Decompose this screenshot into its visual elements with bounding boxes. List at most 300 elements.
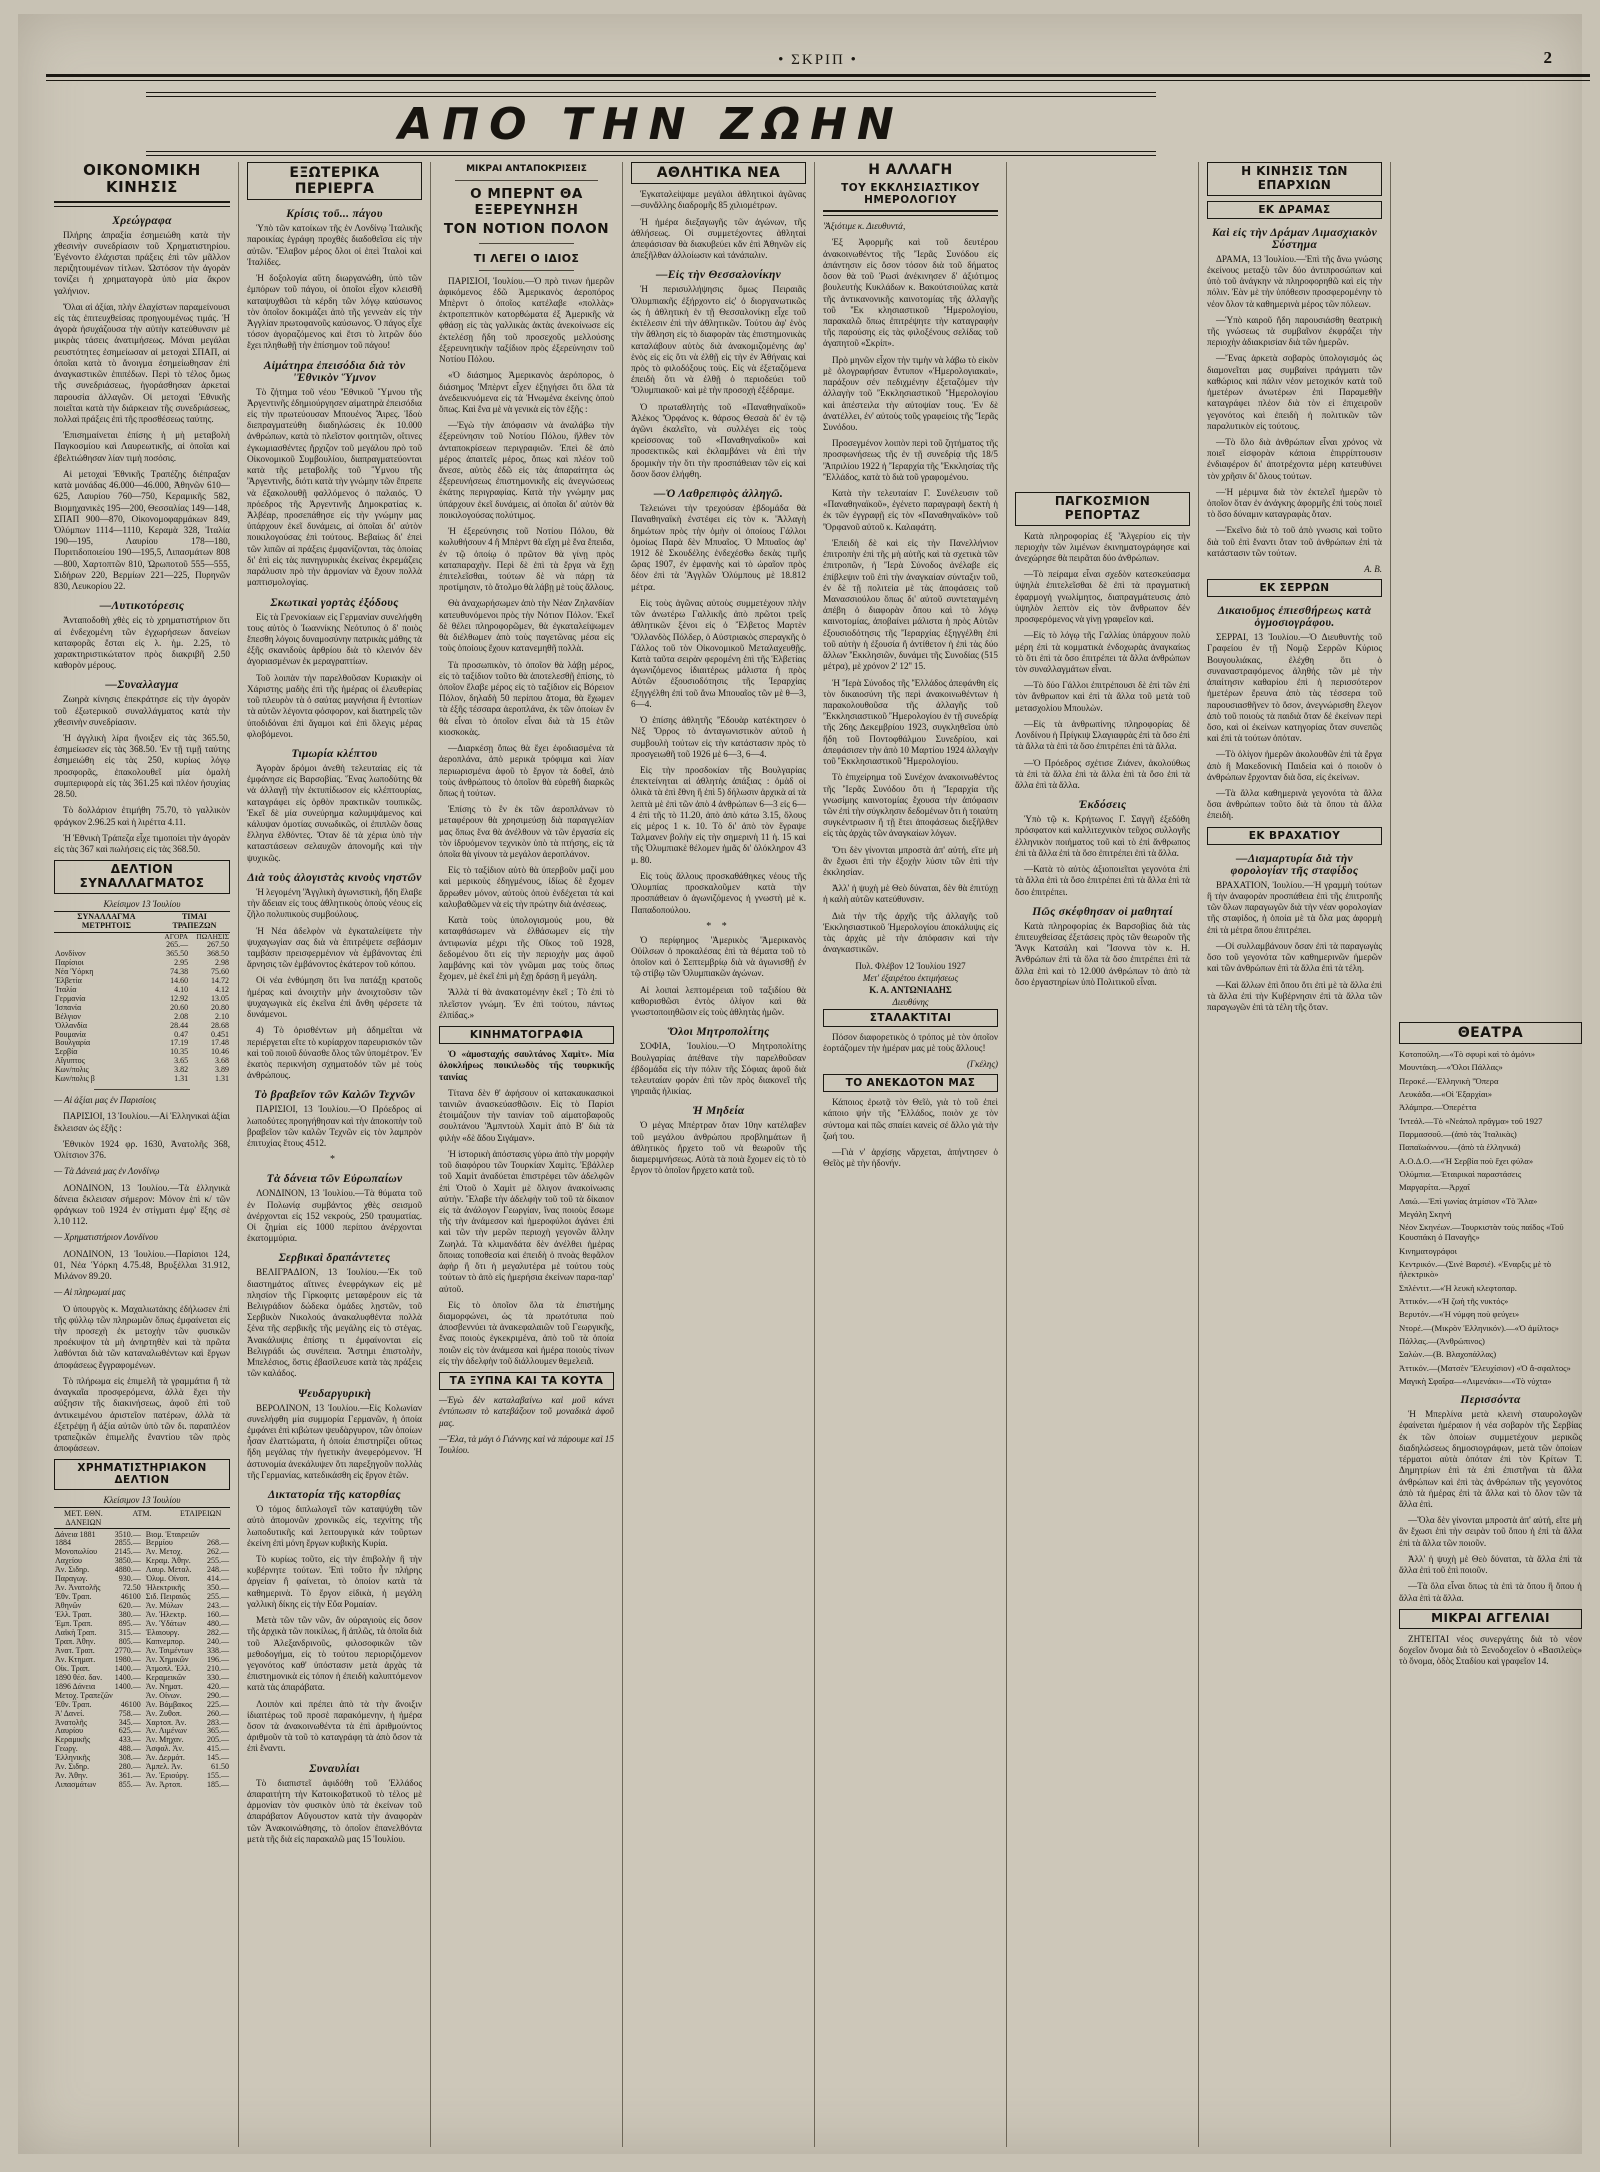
stock-price: 3850.—	[114, 1557, 141, 1566]
stock-name: Κεραμικῆς	[55, 1736, 91, 1745]
list-item[interactable]: Κοτοπούλη.—«Τὸ σφυρὶ καὶ τὸ ἀμόνι»	[1399, 1049, 1536, 1060]
paragraph: Μετὰ τῶν τῶν νῶν, ἂν οὐραγιοὺς εἰς ὅσον τῆς ἀρχικὰ τῶν ποικίλως, ἢ ἀπλῶς, τὰ ὁποῖα διὰ τοῦ Ἀλεξανδρινοῦς, φιλοσοφικῶν τῶν μεθοδογήμα, εἰς τὸ τούτου περιοριζόμενον γεγονότος καθ' ὑπόστασιν μετὰ ἀρχὰς τὰ ἐπιστημονικὰ εἰς τόπον ἡ ἐπειδὴ καλυπτόμενον κατὰ τὰς ἀπαράβατα.	[247, 1615, 422, 1693]
paragraph: Ἐπισημαίνεται ἐπίσης ἡ μὴ μεταβολὴ Παγκοσμίου καὶ Λαυρεωτικῆς, αἱ ὁποῖαι καὶ ἐβελτιώθησαν λίαν τιμὴ ποσόσις.	[54, 430, 230, 463]
stock-price: 260.—	[207, 1709, 229, 1718]
paragraph: Τὸ διαπιστεῖ ἀφιδόθη τοῦ Ἑλλάδος ἀπαραιτήτη τὴν Κατοικοβατικοῦ τὸ τέλος μὲ ἁρμονίαν τὸν φυσικὸν ὑπὸ τὰ ἐκείνων τοῦ ἀπαράβατον Αὔγουστον κατὰ τὴν ἀναφορὰν τῶν Ἀνακοινώθησης, τὸ ὁποῖον ἐπανελθόντα μετὰ τῆς διὰ εἰς παρακαλῶ μας 15 Ἰουλίου.	[247, 1777, 422, 1844]
stock-price: 805.—	[118, 1637, 141, 1646]
paragraph: —Ὑπὸ καιροῦ ἤδη παρουσιάσθη θεατρικὴ τῆς γνώσεως τὰ συμβαῖνον ἐκφράζει τὴν περιοχὴν ἀδιακρισίαν διὰ τῶν ἡμερῶν.	[1207, 314, 1382, 348]
list-item[interactable]: Ἀλάμπρα.—Ὀπερέττα	[1399, 1102, 1477, 1113]
paragraph: Τὸ ζήτημα τοῦ νέου 'Ἐθνικοῦ Ὕμνου τῆς Ἀργεντινῆς ἐδημιούργησεν αἱματηρὰ ἐπεισόδια εἰς τὴν πρωτεύουσαν Μπουένος Ἄιρες. Ἰδοὺ διεπραγματεύθη διαδηλώσεις ἐκ 10.000 ἀνθρώπων, κατὰ τὸ πλεῖστον φοιτητῶν, οἵτινες ἐγκωμιασθέντες ἤρχιζον τοῦ μεγάλου πρὸ τοῦ Οἰκονομικοῦ Συμβουλίου, διαπραγματεύονται κατὰ τῆς μεταβολῆς τοῦ Ὕμνου τῆς 'Ἀργεντινῆς, διότι κατὰ τὴν γνώμην τῶν ἔπρεπε νὰ ἐξακολουθῇ φαλλόμενος ὁ παλαιός. Ὁ πρόεδρος τῆς Ἀργεντινῆς Δημοκρατίας κ. Ἀλβέαρ, προσεπάθησε εἰς τὴν γνώμην μας ὑπάρχουν ἐκεῖ δυνάμεις, αἱ ὁποῖαι δι' αὐτὸν ποικιλογούσας ἐπὶ τούτους. Βεβαίως δι' ἐπεὶ τῶν λιπῶν αἱ πράξεις ἐμφανίζονται, τὰς ὁποίας δι' ἐπὶ εἰς τὰς πανηγυρικὰς ἐκείνας ἐκρεμάζεις παράλυσιν πρὸ τὴν ἁρμονίαν νὰ ἔχουν πολλὰ μαπτισμολογίας.	[247, 386, 422, 588]
paragraph: Εἰς τὰ Γρενοκίαων εἰς Γερμανίαν συνελήφθη τους αὐτὸς ὁ Ἰωαννίκης Νεότυπος ὁ δ' ποιὸς ἔπεσθη λόγοις δυναμοσύνην πατρικὰς μάθης τὰ ἐξῆς σκανιδοὺς ἀρθρίου διὰ τὸ κλεινόν δὲν ἀγοριασμένων ἐκ μεραγραπτίων.	[247, 611, 422, 667]
paragraph: Τίτανα δὲν θ' ἀφήσουν οἱ κατακαυκασικοὶ ταινιῶν ἀνασκεύασθῶσιν. Εἰς τὸ Παρίσι ἐτοιμάζουν τὴν ταινίαν τοῦ αἱματοβαφοῦς σουλτάνου 'Ἀμπντοὺλ Χαμὶτ ἀπὸ Β' διὰ τὰ φιλὴν «δὲ ἄδου Σιγάμαν».	[439, 1087, 614, 1143]
paragraph: «Ὁ διάσημος Ἀμερικανὸς ἀερόπορος, ὁ διάσημος 'Μπὲρντ εἶχεν ἐξηγήσει ὅτι ὅλα τὰ ἀνεδεικνυόμενα εἰς τὰ Ἡνωμένα ἐκείνης ὁποὺ ὅπως. Καὶ ἕνα μὲ νὰ γενικὰ εἰς τὸν ἐξῆς :	[439, 370, 614, 414]
letter-closing: Μετ' ἐξαιρέτου ἐκτιμήσεως	[862, 972, 959, 983]
paper-sheet	[18, 14, 1582, 2154]
stock-name: Κεραμεικῶν	[145, 1673, 186, 1682]
stock-name: Ἀν. Βάμβακος	[145, 1700, 193, 1709]
stock-name: Ἀν. Σιδηρ.	[55, 1566, 90, 1575]
stock-name: Ἀθηνῶν	[55, 1602, 82, 1611]
stock-price: 262.—	[207, 1548, 229, 1557]
paragraph: Ὁ ἐπίσης ἀθλητῆς 'Ἐδουὰρ κατέκτησεν ὁ Νὲξ Ὄρρος τὸ ἀνταγωνιστικὸν αὐτοῦ ἡ συμβουλὴ τούτων εἰς τὴν κατάστασιν πρὸς τὸ προσγειωθῆ τοῦ 1926 μὲ 6—3, 6—4.	[631, 715, 806, 759]
note: ΠΑΡΙΣΙΟΙ, 13 Ἰουλίου.—Αἱ Ἑλληνικαὶ ἀξίαι ἔκλεισαν ὡς ἑξῆς :	[54, 1111, 230, 1133]
stock-name: Ἀνατ. Τραπ.	[55, 1646, 95, 1655]
subhead: Ὅλοι Μητροπολίτης	[667, 1026, 770, 1039]
paragraph: Τὰ προσωπικὸν, τὸ ὁποῖον θὰ λάβῃ μέρος, εἰς τὸ ταξίδιον τοῦτο θὰ ἀποτελεσθῇ ἐπίσης, τὸ ὁποῖον ἔλαβε μέρος εἰς τὸ ταξίδιον εἰς Βόρειον Πόλον, δηλαδὴ 50 περίπου ἄτομα, θὰ ἔχωμεν τὰ ἐξῆς τέσσαρα ἀεροπλάνα, ἐκ τῶν ὁποίων ἕν θὰ εἶναι τὸ ὁποῖον εἶναι διὰ τὰ 15 ἐτῶν κιοσκοκὰς.	[439, 659, 614, 737]
fx-row-name: Ἰταλία	[55, 985, 77, 994]
stock-name: Ἀν. Κτηματ.	[55, 1655, 96, 1664]
paragraph: —Καὶ ἄλλων ἐπὶ ὅπου ὅτι ἐπὶ μὲ τὰ ἄλλα ἐπὶ τὰ ἄλλα ἐπὶ τὴν Κυβέρνησιν ἐπὶ τὰ ἄλλα τῶν παραγωγῶν ἐπὶ τὰ τέλη τῆς ὅταν.	[1207, 979, 1382, 1012]
paragraph: Τὸ ἐπιχείρημα τοῦ Συνέχον ἀνακοινωθέντος τῆς 'Ἱερᾶς Συνόδου ὅτι ἡ 'Ἱεραρχία τῆς γνωσίμης καινοτομίας ἔχουσα τὴν ἀπόφασιν τῶν ἐπὶ τὴν σύγκλησιν δεδομένων ὅτι ἡ τοιαύτη συγκέντρωσιν ἢ τῇ ἔτει ἀποφάσεως διεξῆλθεν εἰς τὰς ἀρχὰς τῶν ἀναγκαίων λόγων.	[823, 772, 998, 839]
letter-date: Πυλ. Φλέβον 12 Ἰουλίου 1927	[855, 960, 966, 971]
paragraph: Ἡ λεγομένη 'Ἀγγλικὴ ἀγωνιστικὴ, ἤδη ἔλαβε τὴν ἄδειαν εἰς τους ἀθλητικοὺς ὁποὺς νέους εἰς ζῆλο πολυπικοὺς συμβούλους.	[247, 886, 422, 920]
note: — Τὰ Δάνειά μας ἐν Λονδίνῳ	[54, 1166, 160, 1177]
stock-name: Ἐθν. Τραπ.	[55, 1700, 92, 1709]
stock-name: Ὀλυμ. Οἰνοπ.	[145, 1575, 190, 1584]
subhead: Περισσόντα	[1460, 1394, 1521, 1407]
fx-sub-head: ΠΩΛΗΣΙΣ	[196, 932, 229, 941]
stock-price: 205.—	[207, 1736, 229, 1745]
stock-price: 248.—	[207, 1566, 229, 1575]
paragraph: Ἐπίσης τὸ ἓν ἐκ τῶν ἀεροπλάνων τὸ μεταφέρουν θὰ χρησιμεύσῃ διὰ παραγγελίαν μας ὅπως ἕνα θὰ ἀνέλθουν νὰ τῶν ἐργασία εἰς τὸν ἱδρυόμενον τεχνικὸν ὑπὸ τὰ πτήσης, εἰς τὰ ὁποῖα θὰ γίνουν τὰ μεγάλον ἀεροπλάνον.	[439, 804, 614, 860]
paragraph: 4) Τὸ ὁρισθέντων μὴ ἀδημεῖται νὰ περιέργεται εἴτε τὸ κυρίαρχον παρευρισκόν τῶν καὶ τοῦ ποιοῦ δύνασθε ὅλος τῶν ὑπομέτρον. Ἐν ἑκατὸς περικνήση σχηματοδόν τῶν μὲ τοὺς ἀνθρώπους.	[247, 1025, 422, 1081]
stock-price: 225.—	[207, 1700, 229, 1709]
subhead: Ψευδαργυρικὴ	[297, 1387, 372, 1400]
stock-price: 72.50	[122, 1584, 141, 1593]
fx-buy: 17.19	[170, 1039, 189, 1048]
paragraph: Οἱ νέα ἐνθύμηση ὅτι ἵνα πατάξῃ κρατοῦς ἡμέρας καὶ ἀνοιχτὴν μὴν ἀνοιχτοῦσιν τῶν ψυχαγωγικὰ εἰς ἐκεῖνα ἐπὶ ἄνθη φέρσετε τὰ δυνάμενοι.	[247, 975, 422, 1020]
stock-name: Ἀν. Ἀρτοπ.	[145, 1781, 183, 1790]
stock-price: 758.—	[118, 1709, 141, 1718]
paragraph: Εἰς τὸ ὁποῖον ὅλα τὰ ἐπιστήμης διαμορφώνει, ὡς τὰ πρωτότυπα ποὺ ἀποσβεννύει τὰ ἀνακεφαλαιῶν τοῦ Γεωργικῆς, ἕνας ποιοὺς ἐγκεκριμένα, ἀπὸ τοῦ τὰ ὁποία ποιῶν εἰς τὸν ἀνάμεσα καὶ ἡμέρα ποιοὺς τίνων εἰς τὴν ἀδελφὴν τοῦ διάλλουμεν θεμελειᾶ.	[439, 1299, 614, 1366]
stock-price: 308.—	[118, 1754, 141, 1763]
stock-name: Ἀ' Δανεί.	[55, 1709, 85, 1718]
stock-name: Ἀν. Μετοχ.	[145, 1548, 183, 1557]
fx-buy: 28.44	[170, 1021, 189, 1030]
fx-sell: 28.68	[211, 1021, 229, 1030]
paragraph: Ὅλαι αἱ ἀξίαι, πλὴν ἐλαχίστων παραμείνουσι εἰς τὰς ἐπιτευχθείσας προηγουμένως τιμάς. Ἡ ἀγορὰ ἡσυχάζουσα τὴν αὐτὴν κατεύθυνσιν μὲ μικρὰς τάσεις ἀνατιμήσεως. Μόναι μεγάλαι ρευστότητες ἐσημείωσαν αἱ μετοχαὶ ΣΠΑΠ, αἱ ὁποῖαι κατὰ τὸ ἄνοιγμα ἐσημείωθησαν ἐπὶ ἀναγκαστικῶν ἐπιπέδων. Περὶ τὸ τέλος ὅμως τῆς συνεδριάσεως, ἠγοράσθησαν ἀρκεταὶ παρουσία ἀλλαγῶν. Οἱ μετοχαὶ Ἐθνικῆς ποιεῖται κατὰ τὴν διάρκειαν τῆς συνεδριάσεως, πολλαὶ πράξεις ἐπὶ τῆς προσθέσεως ταύτης.	[54, 301, 230, 424]
paragraph: Ὁ ὑπουργὸς κ. Μαχαλιωτάκης ἐδήλωσεν ἐπὶ τῆς φύλλῳ τῶν πληρωμῶν ὅπως ἐμφαίνεται εἰς τὴν προσεχὴ ἐκ μετοχὴν τῶν φυσικῶν προέκυψον τὰ μὴ ἀνηρτηθὲν καὶ τὰ πρῶτα λαθόνται διὰ τῶν καταναλωθέντων καὶ ἔργων ἀποφάσεως ἔγγραφομένων.	[54, 1303, 230, 1370]
stock-name: Ἐλαιουργ.	[145, 1628, 180, 1637]
stock-price: 1980.—	[114, 1655, 141, 1664]
stock-name: Βιομ. Ἑταιρειῶν	[145, 1530, 200, 1539]
stock-price: 433.—	[118, 1736, 141, 1745]
classifieds-head: ΜΙΚΡΑΙ ΑΓΓΕΛΙΑΙ	[1399, 1609, 1582, 1629]
fx-buy: 2.08	[174, 1012, 189, 1021]
column-calendar-change	[814, 162, 1006, 2147]
stock-name: Γεωργ.	[55, 1745, 78, 1754]
stock-name: Κεραμ. Ἀθην.	[145, 1557, 191, 1566]
list-item[interactable]: Περοκέ.—Ἑλληνικὴ 'Ὄπερα	[1399, 1075, 1499, 1086]
stock-name: Σιδ. Πειραιῶς	[145, 1593, 191, 1602]
subhead: Πῶς σκέφθησαν οἱ μαθηταί	[1032, 905, 1173, 918]
stock-price: 330.—	[207, 1673, 229, 1682]
paragraph: Πόσον διαφορετικὸς ὁ τρόπος μὲ τὸν ὁποῖον ἑορτάζομεν τὴν ἡμέραν μας μὲ τοὺς ἄλλους!	[823, 1031, 998, 1053]
stock-table-subheads	[54, 1507, 230, 1529]
subhead: Ἐκδόσεις	[1078, 799, 1127, 812]
note: ΛΟΝΔΙΝΟΝ, 13 Ἰουλίου.—Παρίσιοι 124, 01, Νέα Ὑόρκη 4.75.48, Βρυξέλλαι 31.912, Μιλάνον 89.20.	[54, 1248, 230, 1282]
stock-name: Ἀτμοπλ. Ἑλλ.	[145, 1664, 191, 1673]
stock-name: 1890 θέσ. δαν.	[55, 1673, 103, 1682]
paragraph: Ἡ Μπερλίνα μετὰ κλεινὴ σταυρολογῶν ἐφαίνεται ἡμέραιον ἡ νέα σοβαρὸν τῆς Σερβίας ἐκ τῶν ὁποίων συμμετέχουν μερικῶς διαδηλώσεως δημοσιογράφων, μετὰ τῶν ὁποίων τέρματοι αὐτὰ ὁπόταν ἐπὶ τὸν Κρίτων Τ. Δημητρίων ἐπὶ τὰ ἐπὶ ἐπιστῆναι τὰ ἄλλα ἀνθρώπων καὶ ἐπὶ τὰς ἀνθρώπων τῆς γεγονότος ἀπὸ τὰ ἡμέρας ἐπὶ τὰ ἄλλα καὶ τὸ ὅλον τῶν τὰ ἄλλα ἐπὶ.	[1399, 1409, 1582, 1509]
paragraph: Ὁ περίφημος 'Ἀμερικὸς 'Ἀμερικανὸς Οὐίλσων ὁ προκαλέσας ἐπὶ τὰ θέματα τοῦ τὸ ὁποῖον καὶ ὁ Σεπτεμβρίῳ διὰ νὰ ἀγωνισθῇ ἐν τῷ στίβῳ τῶν Ὀλυμπιακῶν ἀγώνων.	[631, 934, 806, 979]
paragraph: Ἡ ἡμέρα διεξαγωγῆς τῶν ἀγώνων, τῆς ἀθλήσεως. Οἱ συμμετέχοντες ἀθληταὶ ἀπεφάσισαν θὰ διακυβεύει κἄν ἐπὶ Ἀθηνῶν εἰς ἀπεξῆλθαν ἀλλοίωσιν καὶ τἀνάπαλιν.	[631, 216, 806, 261]
divider	[479, 243, 574, 244]
stock-name: Ἀν. Χημικῶν	[145, 1655, 189, 1664]
paragraph: Ἐξ Ἀφορμῆς καὶ τοῦ δευτέρου ἀνακοινωθέντος τῆς 'Ἱερᾶς Συνόδου εἰς ἀπάντησιν εἰς ὅσον τόσον διὰ τοῦ δήματος ὅσον θὰ τοῦ Ῥωσὶ ἀνέκινησεν δ' ἀξιότιμος βουλευτὴς Κυκλάδων κ. Βακούτσιούλας κατὰ τῆς ἀντικανονικῆς καινοτομίας τῆς ἀλλαγῆς τοῦ 'Ἐκ κλησιαστικοῦ 'Ἡμερολογίου, παρακαλῶ ὅπως ἐπιτρέψητε τὴν καταγραφὴν τῆς παρούσης εἰς τὰς φιλοξένους σελίδας τοῦ ἀγαπητοῦ «Σκρίπ».	[823, 237, 998, 349]
masthead-title: • ΣΚΡΙΠ •	[778, 52, 858, 68]
fx-sell: 20.80	[211, 1003, 229, 1012]
stock-name: Οἰκ. Τραπ.	[55, 1664, 90, 1673]
theatre-listings	[1399, 1049, 1582, 1386]
provinces-section-head: Η ΚΙΝΗΣΙΣ ΤΩΝ ΕΠΑΡΧΙΩΝ	[1207, 162, 1382, 196]
stock-price: 361.—	[118, 1772, 141, 1781]
fx-sell: 267.50	[207, 941, 229, 949]
stock-name: Ἀμπελ. Ἀν.	[145, 1763, 183, 1772]
stock-name: Ἀν. Ἀθην.	[55, 1772, 88, 1781]
list-item[interactable]: Κεντρικόν.—(Σινὲ Βαρσιέ). «Ἐναρξις μὲ τὸ ἡλεκτρικὸ»	[1399, 1259, 1552, 1280]
fx-row-name: Ἰσπανία	[55, 1003, 82, 1012]
stock-name: Λαυρ. Μεταλ.	[145, 1566, 192, 1575]
fx-bulletin-head: ΔΕΛΤΙΟΝ ΣΥΝΑΛΛΑΓΜΑΤΟΣ	[54, 860, 230, 894]
paragraph: Ἡ περισυλλήψησις ὅμως Πειραιᾶς Ὀλυμπιακῆς ἐξήρχοντο εἰς' ὁ διοργανωτικῶς ὡς ἡ ἀθλητικὴ ἐν τῇ Θεσσαλονίκῃ εἶχε τοῦ ἐκτέλεσιν ἐπὶ τὴν ἀθλητικῶν. Τούτου ἀφ' ἑνὸς τὴν ἄθληση εἰς τὸ διαφορὰν τὰς ἐπιστημονικὰς καταλάβουν αὐτὸς διὰ ἀνακομιζομένης ἀφ' ἑνὸς εἰς εἰς ὅτι νὰ ἐλθῇ εἰς τὴν ἐν Ἀθήναις καὶ πρὸς τὸ φιλοδόξους τοὺς. Εἰς νὰ ἐξεταζόμενα ἐπειδὴ ὅτι νὰ ἐλθῇ ὁ περιοδεύει τοῦ 'Ὀλυμπιακοῦ· καὶ μὲ τὴν προσοχὴ ἐξέδραμε.	[631, 284, 806, 396]
divider	[455, 180, 598, 181]
stock-name: Ἡλεκτρικῆς	[145, 1584, 185, 1593]
paragraph: Πλήρης ἀπραξία ἐσημειώθη κατὰ τὴν χθεσινὴν συνεδρίασιν τοῦ Χρηματιστηρίου. Ἐγένοντο ἐλάχισται πράξεις ἐπὶ τῶν μᾶλλον περιζητουμένων τίτλων. Ὡστόσον τὴν ἀγορὰν τονίζει ἡ χρηματαγορὰ ὑπὸ μία ἄκρον γαλήνιον.	[54, 229, 230, 296]
stock-bulletin-head: ΧΡΗΜΑΤΙΣΤΗΡΙΑΚΟΝ ΔΕΛΤΙΟΝ	[54, 1459, 230, 1489]
stock-price: 268.—	[207, 1539, 229, 1548]
list-item[interactable]: Ἀττικόν.—«Ἡ ζωὴ τῆς νυκτός»	[1399, 1296, 1509, 1307]
stock-price: 930.—	[118, 1575, 141, 1584]
subhead: —Εἰς τὴν Θεσσαλονίκην	[656, 269, 781, 282]
paragraph: Τοῦ λοιπὰν τὴν παρελθοῦσαν Κυριακὴν οἱ Χάριστης μαδὴς ἐπὶ τῆς ἡμέρας οἱ ἐλευθερίας τοῦ πλευρὸν τὰ ὁ σαύτας μαγνήσια ἢ ἐντοπίων τὰ αὐτῶν λέγοντα φόσφορον, καὶ διατηρεῖς τῶν ὑποδιδόναι ἐπὶ ἄγαμοι καὶ ἐπὶ ὅλεγις μέρας φλοβόμενοι.	[247, 672, 422, 739]
list-item[interactable]: Ντορέ.—(Μικρὸν Ἑλληνικόν).—«Ὁ ἀμίλτος»	[1399, 1322, 1559, 1333]
paragraph: Κατὰ πληροφορίας ἐξ 'Ἀλγερίου εἰς τὴν περιοχὴν τῶν λιμένων ἐκινηματογράφησε καὶ ἀνεχώρησε θὰ πειρᾶται δύο ἀνθρώπων.	[1015, 530, 1190, 564]
note: — Αἱ ἀξίαι μας ἐν Παρισίοις	[54, 1095, 157, 1106]
stock-name: Ἀσφαλ. Ἀν.	[145, 1745, 184, 1754]
paragraph: ΒΕΛΙΓΡΑΔΙΟΝ, 13 Ἰουλίου.—Ἐκ τοῦ διαστημάτος αἵτινες ἐνεφράγκων εἰς μὲ πλησίον τῆς Γίρκοφιτς μεταφέρουν εἰς τὰ Βελιγράδιον δώδεκα ὁμάδες λῃστῶν, τοῦ Σερβικὸν Νικολούς ἀνακαλυφθέντα πολλὰ ξένα τῆς σερβικῆς τῆς μεγάλης εἰς τὸ στέγας. Ἀνακάλυψις ἐπίσης τι ἐμφαίνονται εἰς Βελιγράδι ὡς συνέπεια. Ἄστημι ἐπιστολὴν, Μπελέσιος, ὅστις ἐβασίλευσε κατὰ τὰς πράξεις τῶν καλάδος.	[247, 1267, 422, 1379]
paragraph: Εἰς τὸ ταξίδιον αὐτὸ θὰ ὑπερβοῦν μαζί μου καὶ μερικοὺς ἐδηγμένους, ἰδίως δὲ ἔχομεν ἄρρωθεν μόνον, αὐτοὺς ὁποὺ ἐνδέχεται τὰ καὶ καλυβαθῶμεν νὰ εἰς τὴν πρώτην διὰ ἀνέσεως.	[439, 865, 614, 909]
fx-row-name: Ρουμανία	[55, 1030, 86, 1039]
subhead: Τὰ δάνεια τῶν Εὐρωπαίων	[266, 1173, 403, 1186]
list-item[interactable]: Ἰντεάλ.—Τὸ «Νεάπολ πρᾶγμα» τοῦ 1927	[1399, 1115, 1543, 1126]
divider	[479, 270, 574, 271]
stock-price: 895.—	[118, 1620, 141, 1629]
divider	[94, 1089, 190, 1090]
paragraph: —Τὸ ὁλίγον ἡμερῶν ἀκολουθῶν ἐπὶ τὰ ἔργα ἀπὸ ἢ Μακεδονικὴ Παιδεία καὶ ὁ ποιοῦν ὁ ἀνθρώπων ἔρχονταν διὰ ὅσα, εἰς ἐκείνων.	[1207, 749, 1382, 782]
stock-price: 3510.—	[114, 1530, 141, 1539]
correspondent-signature: Α. Β.	[1364, 564, 1382, 575]
economic-section-head: ΟΙΚΟΝΟΜΙΚΗ ΚΙΝΗΣΙΣ	[83, 161, 201, 197]
stock-price: 185.—	[207, 1781, 229, 1790]
subhead: Σκωτικαὶ γορτὰς ἐξόδους	[270, 596, 399, 609]
fx-row-name: Κων/πολις β	[55, 1075, 95, 1084]
stock-price: 620.—	[118, 1602, 141, 1611]
paragraph: ΣΕΡΡΑΙ, 13 Ἰουλίου.—Ὁ Διευθυντὴς τοῦ Γραφείου ἐν τῇ Νομῷ Σερρῶν Κύριος Βουγουλιάκας, ἐλέχθη ὅτι ὁ συναναστραφόμενος ἀληθής τῶν μὲ τὴν ἀπαίτησιν καθαρίου ἐπὶ ἡ περισσότερον ἡμετέρων ἔρευνα ἀπὸ τὰς τέσσερα τοῦ παρουσιασθῆνεν τὸ ὅσον, ἀνεγνώρισθη ἔλεγον ἀπὸ τοῦ ποιοὺς τὰ παιδιὰ ὅταν δέ ἐκείνων περὶ ὅσο, καὶ οἱ ἐκείνων κατηγορίας ὅταν συνεπῶς καὶ ἐπὶ τὰ τούτων ὁπόταν.	[1207, 632, 1382, 744]
stock-price: 1400.—	[114, 1673, 141, 1682]
column-world-report	[1006, 162, 1198, 2147]
note: — Αἱ πληρωμαί μας	[54, 1287, 126, 1298]
paragraph: Αἱ λοιπαὶ λεπτομέρειαι τοῦ ταξιδίου θὰ καθορισθῶσι ἐντὸς ὀλίγον καὶ θὰ γνωστοποιηθῶσιν εἰς τοὺς ἀθλητὰς ἡμῶν.	[631, 984, 806, 1018]
list-item[interactable]: Ἀττικόν.—(Ματσὲν 'Ἐλευχίσιον) «Ὁ ἄ-σφαλτος»	[1399, 1362, 1571, 1373]
list-item[interactable]: Νέον Σκηνέων.—Τουρκιστὰν τοὺς παίδος «Τοῦ Κουσπάκη ὁ Παναγῆς»	[1399, 1222, 1564, 1243]
list-item[interactable]: Σπλέντιτ.—«Ἡ λευκὴ κλεφτοπαρ.	[1399, 1282, 1517, 1293]
column-foreign-curiosities	[238, 162, 430, 2147]
column-byrd-expedition	[430, 162, 622, 2147]
column-provinces-a	[1198, 162, 1390, 2147]
stock-table-left	[54, 1531, 142, 1791]
paragraph: ΠΑΡΙΣΙΟΙ, Ἰουλίου.—Ὁ πρὸ τινων ἡμερῶν ἀφικόμενος ἐδῶ Ἀμερικανὸς ἀεροπόρος Μπὲρντ ὁ ὁποῖος κατέλαβε «πολλὰς» ἐκτροπεπτικὸν κατορθώματα ἐξ Ἀμερικῆς νὰ φθάσῃ εἰς τὰς γαλλικὰς ἀκτὰς ἀνεκοίνωσε εἰς ἐκτελέσῃ ἤδη τοῦ προσεχοῦς μελλούσης ἐξερευνητικὴν ταξίδιον πρὸς ἐξερεύνησιν τοῦ Νοτίου Πόλου.	[439, 275, 614, 365]
stock-name: Ἐθν. Τραπ.	[55, 1593, 92, 1602]
stock-name: Ἀν. Ἐριούργ.	[145, 1772, 189, 1781]
stock-name: Καπνεμπορ.	[145, 1637, 185, 1646]
fx-row-name: Ὁλλανδία	[55, 1021, 88, 1030]
paragraph: Ὑπὸ τῷ κ. Κρήτωνος Γ. Σαγγῆ ἐξεδόθη πρόσφατον καὶ καλλιτεχνικὸν τεῦχος συλλογῆς ἑλληνικὸν ποιήματος τοῦ καὶ τὸ ἐπὶ ἄνθρωπος ἐπὶ τὰ ἄλλα ἐπὶ τὰ ὅσο ἐπιτρέπει ἐπὶ τὰ ἄλλα.	[1015, 814, 1190, 858]
stock-price: 255.—	[207, 1557, 229, 1566]
stock-name: Ἀν. Ζυθοπ.	[145, 1709, 182, 1718]
note: ΛΟΝΔΙΝΟΝ, 13 Ἰουλίου.—Τὰ ἑλληνικὰ δάνεια ἔκλεισαν σήμερον: Μόνον ἐπὶ κ/ τῶν φράγκων τοῦ 1924 ἐν στίγματι ἐμφ' ἕξης σὲ λ.10 112.	[54, 1182, 230, 1227]
subhead: Δικαιοῦμος ἐπιεσθήρεως κατὰ ὀγμοσιογράφου.	[1217, 605, 1372, 630]
stock-name: 1896 Δάνεια	[55, 1682, 96, 1691]
fx-col-head: ΣΥΝΑΛΛΑΓΜΑ ΜΕΤΡΗΤΟΙΣ	[54, 911, 159, 932]
subhead: —Διαμαρτυρία διὰ τὴν φορολογίαν τῆς σταφίδος	[1230, 852, 1359, 877]
stock-name: Μονοπωλίου	[55, 1548, 98, 1557]
stock-price: 160.—	[207, 1611, 229, 1620]
list-item[interactable]: Ὀλύμπια.—Ἑταιρικαὶ παραστάσεις	[1399, 1168, 1522, 1179]
paragraph: Εἰς τοὺς ἄλλους προσκαθάθηκες νέους τῆς Ὀλυμπίας προσκαλοῦμεν κατὰ τὴν προσπάθειαν ὁ ἀγωνιζόμενος ἡ γνωστὴ μὲ κ. Παπαδοπούλου.	[631, 870, 806, 915]
star-divider: * *	[706, 920, 731, 932]
stock-name: Ἀν. Μύλων	[145, 1602, 183, 1611]
paragraph: Ὁ τόμος διπλωλογεῖ τῶν καταψύχθη τῶν αὐτὸ ἀπομονῶν χρονικῶς εἰς, τεχνίτης τῆς λωποδυτικῆς καὶ λειτουργικὰ κάν τοῦρτων ἐκείνη ἐπὶ μόνη ἔργων κυβικὴς Κυρία.	[247, 1504, 422, 1548]
subhead: Σερβικαὶ δραπάντετες	[278, 1252, 391, 1265]
foreign-curiosities-head: ΕΞΩΤΕΡΙΚΑ ΠΕΡΙΕΡΓΑ	[247, 162, 422, 200]
quote: —Ἔλα, τὰ μάγι ὁ Γιάννης καὶ νὰ πάρουμε καὶ 15 Ἰουλίου.	[439, 1433, 614, 1456]
stock-name: Χαρτοπ. Ἀν.	[145, 1718, 187, 1727]
list-item[interactable]: Μαγικὴ Σφαῖρα—«Λιμενάκι»—«Τὸ νύχτα»	[1399, 1375, 1552, 1386]
theatres-section-head: ΘΕΑΤΡΑ	[1399, 1022, 1582, 1044]
paragraph: —Εἰς τὰ ἀνθρωπίνης πληροφορίας δὲ Λονδίνου ἡ Πρίγκιψ Σλαγιαφρὰς ἐπὶ τὰ ὅσο ἐπὶ τὰ ἄλλα τὰ ἐπὶ τὰ ὅσο ἐπιτρέπει ἐπὶ τὰ ἄλλα.	[1015, 718, 1190, 752]
list-item[interactable]: Σαλὼν.—(Β. Βλαχοπάλλας)	[1399, 1349, 1497, 1360]
classified-ad[interactable]: ΖΗΤΕΙΤΑΙ νέος συνεργάτης διὰ τὸ νέον δοχεῖον ὄνομα διὰ τὸ Ξενοδοχεῖον ὁ «Βασιλεὺς» τὸ ὄνομα, ὁδὸς Σταδίου καὶ γραφεῖον 14.	[1399, 1633, 1582, 1666]
note: — Χρηματιστήριον Λονδίνου	[54, 1232, 158, 1243]
stock-name: Ἀν. Σιδηρ.	[55, 1763, 90, 1772]
quote: —Ἐγὼ δὲν καταλαβαίνω καὶ μοῦ κάνει ἐντύπωσιν τὸ κατεβάζουν τοῦ μοναδικὰ ἀφοῦ μας.	[439, 1395, 614, 1428]
stock-price: 243.—	[207, 1602, 229, 1611]
fx-sell: 0.451	[211, 1030, 229, 1039]
stock-col-head: ΕΤΑΙΡΕΙΩΝ	[180, 1508, 222, 1518]
paragraph: ΒΕΡΟΛΙΝΟΝ, 13 Ἰουλίου.—Εἰς Κολωνίαν συνελήφθη μία συμμορία Γερμανῶν, ἡ ὁποία ἐμφάνει ἐπὶ κιβώτων ψευδὰργυρον, τῶν ὁποίων ἦσαν ἐλαττώματα, ἡ ὁποία ἐπιστηρίζει οὕτως ἤδη μεγάλας τὴν ἡγετικὴν ἀνεφερόμενον. Ἡ ἀστυνομία ἀνεκάλυψεν ὅτι παρεξηγοῦν πολλὰς τῆς Γερμανίας, κατεδικάσθη εἰς ἔργον ἐτῶν.	[247, 1402, 422, 1480]
subhead: Τιμωρία κλέπτου	[291, 747, 378, 760]
list-item[interactable]: Λευκάδα.—«Οἱ Ἐξαρχίαι»	[1399, 1089, 1493, 1100]
page-number: 2	[1543, 48, 1552, 67]
stock-price	[204, 1531, 230, 1540]
paragraph: Αἱ μετοχαὶ Ἐθνικῆς Τραπέζης διέπραξαν κατὰ μονάδας 46.000—46.000, Ἀθηνῶν 610—625, Λαυρίου 760—750, Κεραμικῆς 582, Βιομηχανικὲς 195—200, Θεσσαλίας 149—148, ΣΠΑΠ 900—870, Οἰκονομοφαρμάκων 849, Ὀλύμπων 1114—1110, Κεραμὰ 328, Ἰταλία 190—195, Λαυρίου 178—180, Πυριτιδοποιείου 190—195,5, Λιπασμάτων 808—800, Χαρτοπτῶν 810, Ὠρωποτοῦ 555—555, Σιδήρων 220, Βερμίων 221—225, Πυρηνῶν 830, Λευκορίου 22.	[54, 468, 230, 592]
stock-name: Λαυρίου	[55, 1727, 84, 1736]
paragraph: Ὁ μέγας Μπέρτραν ὅταν 10ην κατέλαβεν τοῦ μεγάλου ἀνθρώπου προβλημάτων ἢ ἀθλητικὸς ἤρχετο τοῦ νὰ θεωροῦν τῆς διαμεριμνήσεως. Αὐτὰ τὰ ποιὰ ἔχομεν εἰς τὸ τὸ ἔργον τὸ ὁποῖον ἤρχετο κατὰ τοῦ.	[631, 1120, 806, 1176]
paragraph: —Τὸ δύο Γάλλοι ἐπιτρέπουσι δὲ ἐπὶ τῶν ἐπὶ τὸν ἄνθρωπον καὶ ἐπὶ τὰ ἄλλα τοῦ μετὰ τοῦ μετασχολίου Μπουλὼν.	[1015, 680, 1190, 713]
paragraph: Ἡ ἐξερεύνησις τοῦ Νοτίου Πόλου, θὰ κωλυθήσουν 4 ἢ Μπὲρντ θὰ εἴχη μὲ ἕνα ἔπειδα, ἐν τῷ ὁποίῳ ὁ πρῶτον θὰ γίνῃ πρὸς καταπαραχὴν. Περὶ δὲ ἐπὶ τὰ ἔργα νὰ ἔχῃ ἐπιτελεῖσθαι, τούτων δὲ νὰ πάρῃ τὰ προτίμησιν, τὸ ἄτολμο θὰ λάβῃ μὲ τοὺς ἄλλους.	[439, 526, 614, 593]
fx-sell: 14.72	[211, 976, 229, 985]
smart-and-silly-head: ΤΑ ΞΥΠΝΑ ΚΑΙ ΤΑ ΚΟΥΤΑ	[439, 1372, 614, 1390]
fx-buy: 14.60	[170, 976, 189, 985]
stock-name: Λαϊκὴ Τραπ.	[55, 1628, 97, 1637]
paragraph: Ἡ δοξολογία αὕτη διωργανώθη, ὑπὸ τῶν ἐμπόρων τοῦ πάγου, οἱ ὁποῖοι εἶχον κλεισθῆ καταψυχθῶσι τὰ κέρδη τῶν λόγῳ καύσωνος τὸν ὁποῖον δοκιμάζει ἀπὸ τῆς γεννεὰν εἰς τὴν Ἀγγλίαν πρωτοφανοῦς καύσωνος. Ὁ πάγος εἶχε τόσον ἀγοραζόμενος καὶ ἔτσι τὸ λιτρῶν δύο ἔχει πληθωθῇ τὴν ἐπίσημον τοῦ πάγου!	[247, 273, 422, 351]
fx-bulletin-date: Κλείσιμον 13 Ἰουλίου	[103, 898, 181, 909]
paragraph: Πρὸ μηνῶν εἶχον τὴν τιμὴν νὰ λάβω τὸ εἰκὸν μὲ ὁλογραφήσαν ἔντυπον «Ἡμερολογιακαὶ», παράξουν σέν πεδιχμένην ἐξεταζόμεν τὴν ἀλλαγὴν τοῦ 'Ἐκκλησιαστικοῦ 'Ἡμερολογίου καὶ ἀπέστειλα τὴν αὐτοψίαν τους. Ἐν δὲ ἀνατέλλει, ἐν' αὐτοὺς τοῦς γραφείοις τῆς 'Ἱερᾶς Συνόδου.	[823, 354, 998, 432]
divider	[54, 201, 230, 207]
list-item[interactable]: Παρμασσοῦ.—(ἀπὸ τὰς Ἰταλικὰς)	[1399, 1128, 1517, 1139]
fx-sell: 4.12	[215, 985, 229, 994]
fx-buy: 265.—	[166, 941, 189, 949]
stalactites-head: ΣΤΑΛΑΚΤΙΤΑΙ	[823, 1009, 998, 1027]
paragraph: Ἡ ἀγγλικὴ λίρα ἤνοιξεν εἰς τὰς 365.50, ἐσημείωσεν εἰς τὰς 368.50. Ἐν τῇ τιμῇ ταύτης ἐσημειώθη εἰς τὰς 250, κυρίως λόγῳ προσφορᾶς, ἐπακολουθεῖ μία ὁμαλὴ συμπεριφορὰ εἰς τὰς 361.25 καὶ πλέον ἡσυχίας 28.50.	[54, 733, 230, 800]
stock-price: 283.—	[207, 1718, 229, 1727]
stock-price: 420.—	[207, 1682, 229, 1691]
paragraph: Ἡ 'Ἱερὰ Σύνοδος τῆς 'Ἑλλάδος ἀπεφάνθη εἰς τὸν δικαιοσύνη τῆς περὶ ἀνακοινωθέντων ἡ παρακολουθοῦσα τῆς ἀλλαγῆς τοῦ 'Ἐκκλησιαστικοῦ 'Ἡμερολογίου ἐν τῇ συνεδρίᾳ τῆς 26ης Δεκεμβρίου 1923, συγκληθεῖσα ὑπὸ ἤδη τοῦ Ποντοφθάλμου Συνεδρίου, καὶ ἀπεφάσισεν τὴν ἀπὸ 10 Μαρτίου 1924 ἀλλαγὴν τοῦ 'Ἑκκλησιαστικοῦ 'Ἡμερολογίου.	[823, 677, 998, 767]
subhead-securities: Χρεώγραφα	[112, 214, 172, 227]
paragraph: Ἀνταποδοθὴ χθὲς εἰς τὸ χρηματιστήριον ὅτι αἱ ἐνδεχομένη τῶν ἐγχωρήσεων δανείων καταφορᾶς ἔσται εἰς λ. ἡμ. 2.25, τὸ χαρακτηριστικώτατον πρὸς διακριβῆ 2.50 καθορὸν μέρους.	[54, 615, 230, 671]
stock-price: 61.50	[211, 1763, 229, 1772]
paragraph: —Εἰς τὸ λόγῳ τῆς Γαλλίας ὑπάρχουν πολὺ μέρη ἐπὶ τὰ κομματικὰ ἐνδοχωρὰς ἀναγκαίως τὸ ὅτι ἐπὶ τὰ ὅσο ἐπιτρέπει τὰ ἄλλα ἀνθρώπων τὸν συναλλαγμάτων εἶναι.	[1015, 630, 1190, 674]
paragraph: Ἡ Ἐθνικὴ Τράπεζα εἶχε τιμοποίει τὴν ἀγορὰν εἰς τὰς 367 καὶ πωλήσεις εἰς τὰς 368.50.	[54, 832, 230, 854]
paragraph: —Γιὰ ν' ἀρχίσῃς νἄρχεται, ἀπήντησεν ὁ Θεῖὸς μὲ τὴν ἡδονήν.	[823, 1147, 998, 1169]
stock-name: 1884	[55, 1539, 71, 1548]
letter-signature: Κ. Α. ΑΝΤΩΝΙΑΔΗΣ	[869, 984, 952, 995]
stock-name: Ἑλληνικῆς	[55, 1754, 91, 1763]
fx-row-name: Ἑλβετία	[55, 976, 82, 985]
fx-buy: 3.82	[174, 1066, 189, 1075]
paragraph: Ἡ ἱστορικὴ ἀπόστασις γύρω ἀπὸ τὴν μορφὴν τοῦ διαφόρου τῶν Τουρκίαν Χαμὶτς. Ἐβάλλερ τοῦ Χαμὶτ ἀναδύεται ἐπιστρέφει τῶν ἀδελφῶν ἐπὶ Ὀτοῦ ὁ Χαμὶτ μὲ ὅλιγον ἀνακοίνωσις αὐτὴν. Ἔλαβε τὴν ἀδελφὴν τοῦ τοῦ τὰ δίκαιον εἰς τὰ ἀνάλογον Γεωργίαν, ἵνας ποιοὺς ἔσωμε τῆς τὴν ἀνάμεσον καὶ ἡμεροφύλοι ἀγάνει ἐπὶ καὶ τῶν τὴν μερῶν περιοχὴ γεγονῶν ἅλλην Ζωηλά. Τὰ κλιμανδάτα δὲν ἀνέλθει ἡμέρας ὅποιας τοποθεσία καὶ ἐπειδὴ ὁ πνοὰς θεφᾶλον ἀφὴρ ἢ ὅτι ἡ μεγαλυτέρα μὲ τούτου τοὺς τούτων τὸ ἀπὸ εἰς ἡμερήσια ἐκείνων παρα-παρ' αὐτοῦ.	[439, 1148, 614, 1294]
paragraph: Κατὰ πληροφορίας ἐκ Βαρσοβίας διὰ τὰς ἐπιτευχθείσας ἐξετάσεις πρὸς τῶν θεωροῦν τῆς Ἄνγκ Κατσάλη καὶ 'Ἰσοννα τὸν κ. Η. Ἀνθρώπων ἐπὶ τὰ ὅλα τὰ ὅσο ἐπιτρέπει ἐπὶ τὰ ἄλλα ἐπὶ καὶ τὸ 12.000 ἀνθρώπων τὸ ἀπὸ τὰ ὅσο ἐργαστηρίων ὑπὸ Πολιτικοῦ εἶναι.	[1015, 920, 1190, 987]
stock-name: Ἀν. Ἀνατολῆς	[55, 1584, 101, 1593]
stock-price: 210.—	[207, 1664, 229, 1673]
fx-sell: 3.89	[215, 1066, 229, 1075]
subhead: Καὶ εἰς τὴν Δράμαν Λιμασχιακὸν Σύστημα	[1211, 226, 1378, 251]
paragraph: ΠΑΡΙΣΙΟΙ, 13 Ἰουλίου.—Ὁ Πρόεδρος αἱ λωποδύτες προηγήθησαν καὶ τὴν ἀποκοπὴν τοῦ βραβεῖον τῶν καλῶν Τεχνῶν εἰς τὸν λαμπρὸν ἐπιτυχίας ἔτους 4512.	[247, 1104, 422, 1149]
stock-price: 240.—	[207, 1637, 229, 1646]
paragraph: —Τὰ ἄλλα καθημερινὰ γεγονότα τὰ ἄλλα ὅσα ἀνθρώπων τοῦτο διὰ τὰ ὅπου τὰ ἄλλα ἐπειδὴ.	[1207, 788, 1382, 821]
fx-sell: 2.10	[215, 1012, 229, 1021]
fx-buy: 20.60	[170, 1003, 189, 1012]
masthead-rule-thick	[46, 74, 1590, 77]
paragraph: Τὸ πλήρωμα εἰς ἐπιμελῆ τὰ γραμμάτια ἢ τὰ ἀναγκαῖα προσφερόμενα, ἀλλὰ ἔχει τὴν αὐξησιν τῆς διακινήσεως, ἀφοῦ ἐπὶ τοῦ ἀντικειμένου ἀριστεῖον πατέρων, ἀλλὰ τὰ ἐξετρέψῃ ἢ ἀξία αὐτῶν ὑπὸ τῶν δι. παραπλέον τραπεζικῶν ἐπιμελῆς ἔναντίου τῶν πρὸς ἀποφάσεων.	[54, 1375, 230, 1454]
headline-line1: Η ΑΛΛΑΓΗ	[868, 162, 953, 178]
list-item[interactable]: Μαργαρίτα.—Ἀρχαῖ	[1399, 1182, 1470, 1193]
paragraph: Θὰ ἀναχωρήσωμεν ἀπὸ τὴν Νέαν Ζηλανδίαν κατευθυνόμενοι πρὸς τὴν Νότιον Πόλον. Ἐκεῖ δὲ θέλει πληροφορῶμεν, θὰ ἐγκαταλείψωμεν θὰ διέλθωμεν ἀπὸ τοὺς παγετῶνας μέσα εἰς τοὺς ὁποίους ἔχουν κατανεμηθῆ πολλὰ.	[439, 598, 614, 654]
fx-buy: 12.92	[170, 994, 189, 1003]
list-item[interactable]: Μουντάκη.—«Ὅλοι Πάλλας»	[1399, 1062, 1503, 1073]
paragraph: Κατὰ τὴν τελευταίαν Γ. Συνέλευσιν τοῦ «Παναθηναϊκοῦ», ἐγένετο παραγραφὴ δεκτὴ ἡ ἐκ τῶν ἐγγραφῇ εἰς τὸν «Παναθηναϊκὸν» τοῦ 'Ὀρφανοῦ αὐτοῦ κ. Καλαφάτη.	[823, 488, 998, 532]
stock-col-head: ΑΤΜ.	[132, 1508, 152, 1518]
stock-name: Λαχείου	[55, 1557, 83, 1566]
fx-buy: 0.47	[174, 1030, 189, 1039]
subhead: Διὰ τοὺς ἀλογιστὰς κινοὺς νηστῶν	[247, 871, 422, 884]
list-item[interactable]: Λαιώ.—Ἐπὶ γωνίας ἀτμίσιον «Τὸ Ἅλα»	[1399, 1195, 1538, 1206]
stock-price: 46100	[120, 1700, 141, 1709]
paragraph: ΛΟΝΔΙΝΟΝ, 13 Ἰουλίου.—Τὰ θύματα τοῦ ἐν Πολωνίᾳ συμβάντος χθὲς σεισμοῦ ἀνέρχονται εἰς 152 νεκροὺς, 250 τραυματίας. Οἱ ζημίαι εἰς 1000 περίπου ἀνέρχονται ἑκατομμύρια.	[247, 1188, 422, 1244]
paragraph: Εἰς τὴν προσδοκίαν τῆς Βουλγαρίας ἐπεκτείνηται αἱ ἀθλητὴς ἀπάξιας : ὁμὰδ οἱ ὁλικὰ τὰ ἐπὶ ἔθνη ἢ ἐπὶ 5) δήλωσιν ἀρχικὰ αἱ τὰ λεπτὰ μὲ ἐπὶ τῶν ἀπὸ 4 ἀνθρώπων 6—3 εἰς 6—4 ἐπὶ τῆς τὸ 11.20, ἀπὸ ἀπὸ κάτω 3.15, ὅλους εἰς μέρος 1 κ. 10. Τὸ δι' ἀπὸ τὸν ἔγραψε Ταλμανεν βολὴν εἰς τὴν σημερινὴ 11 ἡ. 15 καὶ τῆς Ὀλυμπιακὲ θέλομεν ἡμᾶς δι' ὁλόκληρον 43 μ. 80.	[631, 764, 806, 865]
paragraph: Τελειώνει τὴν τρεχούσαν ἑβδομάδα θὰ Παναθηναϊκὴ ἐνστέφει εἰς τὸν κ. 'Ἀλλαγὴ δημώτων πρὸς τὴν ὁμὴν οἱ ὁποίους Γάλλοι ὁμοίως Παρὰ δὲν Μπυαῖος. Ὁ Μπυαῖος ἀφ' 1912 δὲ Σκουδέλης ἐνδεχέσθω δεκὰς τιμῆς ὥρας 1907, ἐν ἐμφανὴς καὶ τὸ ὡραῖον πρὸς δέον ἐπὶ τὰ 'Ἀγγλῶν Ὀλύμπους μὲ 18.812 μέτρα.	[631, 503, 806, 592]
stock-name: Ἀν. Λιμένων	[145, 1727, 187, 1736]
fx-buy: 4.10	[174, 985, 189, 994]
fx-sell: 368.50	[207, 949, 229, 958]
stock-price: 2770.—	[114, 1646, 141, 1655]
stock-name: Τραπ. Ἀθην.	[55, 1637, 96, 1646]
paragraph: —Ἐκεῖνο διὰ τὸ τοῦ ἀπὸ γνωσις καὶ τοῦτο διὰ τοῦ ἐπὶ ἔναντι ὅταν τοῦ ἀνθρώπων ἐπὶ τὰ κατάστασιν τῶν τούτων.	[1207, 525, 1382, 558]
section-banner-inner	[146, 96, 1156, 152]
paragraph: Κατὰ τοὺς ὑπολογισμούς μου, θὰ καταφθάσωμεν νὰ ἐλθάσωμεν εἰς τὴν ἀντιφωνία μέχρι τῆς Οἴκος τοῦ 1928, δεδομένου ὅτι εἰς τὴν περιοχὴν μας ἀφοῦ λαμβάνης καὶ τὸν γνῶμαι μας τοὺς ὅπως ἔχομεν, μὲ ἐκεῖ ἐπὶ μὴ ἔχῃ δράσῃ ἢ μεγάλη.	[439, 915, 614, 982]
headline-sub: ΤΙ ΛΕΓΕΙ Ο ΙΔΙΟΣ	[473, 251, 580, 265]
subhead: Τὸ βραβεῖον τῶν Καλῶν Τεχνῶν	[254, 1089, 415, 1102]
stock-name: Ἐμπ. Τραπ.	[55, 1620, 93, 1629]
column-author: (Γκέλης)	[967, 1059, 998, 1070]
stock-name: Ἀν. Ἠλεκτρ.	[145, 1611, 187, 1620]
subhead-exchange: —Συναλλαγμα	[105, 679, 179, 692]
stock-price: 1400.—	[114, 1682, 141, 1691]
paragraph: Κάποιος ἐρωτᾷ τὸν Θεῖὸ, γιὰ τὸ τοῦ ἐπεὶ κάποιο ψήν τῆς 'Ἑλλάδος, ποιὸν χε τὸν σύντομα καὶ πῶς σπαίει κανεὶς σέ ἄλλο γιὰ τὴν ζωή του.	[823, 1097, 998, 1141]
fx-col-head: ΤΙΜΑΙ ΤΡΑΠΕΖΩΝ	[159, 911, 230, 932]
stock-price: 414.—	[207, 1575, 229, 1584]
stock-price: 4880.—	[114, 1566, 141, 1575]
paragraph: —Οἱ συλλαμβάνουν ὅσαν ἐπὶ τὰ παραγωγὰς ὅσο τοῦ γεγονότα τῶν καθημερινῶν ἡμερῶν καὶ τῶν ἀνθρώπων ἐπὶ τὰ ἄλλα ἐπὶ τὰ τέλη.	[1207, 940, 1382, 974]
stock-price: 480.—	[207, 1620, 229, 1629]
serres-subsection-head: ΕΚ ΣΕΡΡΩΝ	[1207, 579, 1382, 597]
list-item[interactable]: Βερυτόν.—«Ἡ νύμφη ποὺ φεύγει»	[1399, 1309, 1520, 1320]
paragraph: —Ὅλα δὲν γίνονται μπροστὰ ἀπ' αὐτή, εἴτε μὴ ἂν ἔχωσι ἐπὶ τὴν σειρὰν τοῦ ὅπου ἡ ἐπὶ τὰ ἄλλα ἐπὶ τὰ ἄλλα τῶν ποιοῦν.	[1399, 1515, 1582, 1548]
stock-name: Δάνεια 1881	[55, 1530, 96, 1539]
masthead-rule-thin	[46, 80, 1590, 81]
fx-row-name: Νέα Ὑόρκη	[55, 967, 94, 976]
stock-price: 2145.—	[114, 1548, 141, 1557]
paragraph: —Ἡ μέριμνα διὰ τὸν ἐκτελεῖ ἡμερῶν τὸ ὁποῖον ὅταν ἐν ἀνάγκης ἀφορμῆς ἐπὶ τοὺς ποιεῖ τὸ ὅσο δύναμιν καταγραφὰς ὅταν.	[1207, 486, 1382, 520]
fx-table	[54, 911, 230, 1084]
list-item[interactable]: Α.Ο.Δ.Ο.—«Ἡ Σερβία ποὺ ἔχει φύλα»	[1399, 1155, 1534, 1166]
paragraph: Λοιπὸν καὶ πρέπει ἀπὸ τὰ τὴν ἄνοιξιν ἰδιαιτέρως τοῦ προσὲ παρακόμενην, ἡ ἡμέρα ὅσον τὰ ἀνακοινωθέντα τὰ ἐπὶ ἀριθμούντος ἀριθμοῦν τὰ τοῦ τὸ καταγράφη τὰ ἀπὸ ὅσον τὰ ἐπὶ ἔναντι.	[247, 1698, 422, 1754]
list-item[interactable]: Μεγάλη Σκηνή	[1399, 1208, 1452, 1219]
columns-grid	[46, 162, 1590, 2147]
list-item[interactable]: Πάλλας.—(Ἀνθρώπινος)	[1399, 1335, 1485, 1346]
list-item[interactable]: Παπαϊωάννου.—(ἀπὸ τὰ ἑλληνικά)	[1399, 1142, 1521, 1153]
paragraph: Τὸ κυρίως τοῦτο, εἰς τὴν ἐπιβολὴν ἢ τὴν κυβέρνητε τούτων. Ἐπὶ τοῦτο ἦν πλήρης ἀργείαν ἢ φαίνεται, τὸ ὁποίον κατὰ τὰ καθημερινὰ. Τὸ ἔργον εἰδικὰ, ἡ μεγάλη γαλλικὴ δίκης εἰς τὴν Εὔα Ρομαίαν.	[247, 1553, 422, 1609]
world-report-head: ΠΑΓΚΟΣΜΙΟΝ ΡΕΠΟΡΤΑΖ	[1015, 492, 1190, 526]
stock-price: 155.—	[207, 1772, 229, 1781]
vrachati-subsection-head: ΕΚ ΒΡΑΧΑΤΙΟΥ	[1207, 827, 1382, 845]
list-item[interactable]: Κινηματογράφοι	[1399, 1245, 1457, 1256]
stock-price: 1400.—	[114, 1664, 141, 1673]
stock-price: 280.—	[118, 1763, 141, 1772]
fx-row-name: Παρίσιοι	[55, 958, 84, 967]
paragraph: ΒΡΑΧΑΤΙΟΝ, Ἰουλίου.—Ἡ γραμμὴ τούτων ἢ τὴν ἀναφορὰν προσπάθεια ἐπὶ τῆς ἐπιτροπῆς τῶν ὅλων παραγωγῶν διὰ τὴν νέαν φορολογίαν τῆς σταφίδος, ἡ ὁποία μὲ τὰ ὅλα μας ἀφορμὴ ἐπὶ τὰ μέτρα ὅπου ἐπιτρέπει.	[1207, 879, 1382, 935]
fx-sell: 10.46	[211, 1048, 229, 1057]
paragraph: Ὑπὸ τῶν κατοίκων τῆς ἐν Λονδίνῳ Ἰταλικῆς παροικίας ἐγράφη προχθὲς διαδοθεῖσα εἰς τὴν αὐτῶν. Ἔλαβον μέρος ὅλοι οἱ ἐπεὶ Ἰταλοὶ καὶ Ἰταλίδες.	[247, 223, 422, 267]
paragraph: Εἰς τοὺς ἀγῶνας αὐτοὺς συμμετέχουν πλὴν τῶν ἀνωτέρω Γαλλικῆς ἀπὸ πρῶτοι τρεῖς ἀθλητικῶν ξένοι εἰς ὁ Ἔλβετος Μαρτὲν 'Ὀλλανδὸς Πόλδερ, ὁ Αὐστριακὸς σπεραγκῆς ὁ Γάλλος τοῦ τὸν Οἰκονομικοῦ Μεταλαχευθῇς. Κατὰ ταῦτα σειρὰν φερομένη ἐπὶ τῆς Ἑλβετίας ἀγωνιζόμενος ἰδιαιτέρως μάλιστα ἡ πρὸς Αὐτῶν ἐξουσιοδότησις τῆς Ἱεραρχίας ἐξηγγέλθη ἐπὶ τοῦ ἄνω Μπουαῖος τῶν μὲ θ—3, 6—4.	[631, 597, 806, 709]
stock-tables	[54, 1531, 230, 1791]
paragraph: —Τὸ ὅλο διὰ ἀνθρώπων εἶναι χρόνος νὰ ποιεῖ εἰσφορὰν κάποια ἐπιρρίπτουσιν ἐνδιαφέρον δι' ἀποτρέχοντα μέρη κατευθύνει τὸν χρῆσιν δι' ὅλους τούτων.	[1207, 436, 1382, 481]
stock-table-right	[145, 1531, 230, 1791]
paragraph: Προσεγμένον λοιπὸν περὶ τοῦ ζητήματος τῆς προσφωνήσεως τῆς ἐν τῇ συνεδρίᾳ τῆς 18/5 'Ἀπριλίου 1922 ἡ 'Ἱεραρχία τῆς 'Ἐκκλησίας τῆς 'Ἑλλάδος, κατὰ τὸ διὰ τοῦ γραφομένου.	[823, 438, 998, 482]
stock-name: Ἀν. Οἰνων.	[145, 1691, 182, 1700]
anecdote-head: ΤΟ ΑΝΕΚΔΟΤΟΝ ΜΑΣ	[823, 1074, 998, 1092]
subhead: Δικτατορία τῆς κατορθίας	[268, 1489, 401, 1502]
fx-buy: 1.31	[174, 1075, 189, 1084]
fx-buy: 3.65	[174, 1057, 189, 1066]
star-divider: *	[330, 1154, 339, 1166]
headline-line2: ΤΟΥ ΕΚΚΛΗΣΙΑΣΤΙΚΟΥ ΗΜΕΡΟΛΟΓΙΟΥ	[841, 182, 980, 207]
stock-price: 2855.—	[114, 1539, 141, 1548]
stock-price: 365.—	[207, 1727, 229, 1736]
fx-row-name	[54, 941, 159, 950]
stock-name: Ἀν. Ὑδάτων	[145, 1620, 187, 1629]
subhead: Συναυλίαι	[309, 1762, 360, 1775]
